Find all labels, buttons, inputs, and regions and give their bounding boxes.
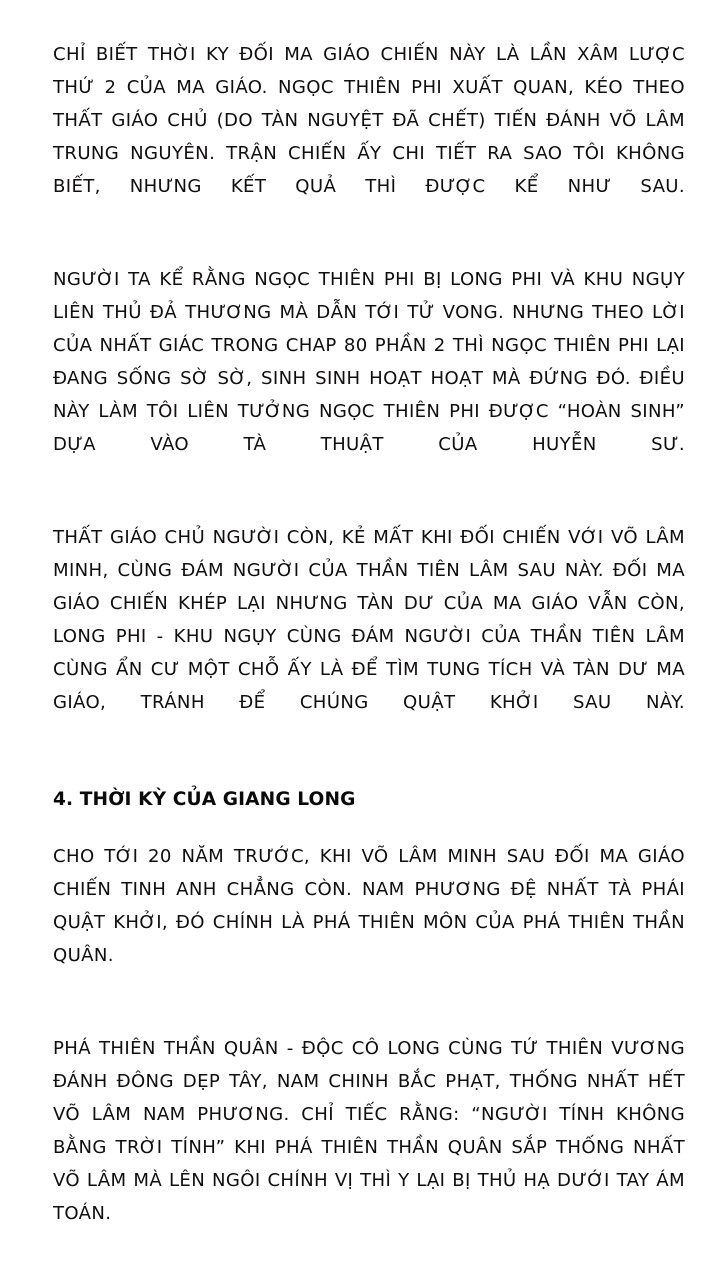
paragraph-1: CHỈ BIẾT THỜI KY ĐỐI MA GIÁO CHIẾN NÀY LÀ LẦN XÂM LƯỢC THỨ 2 CỦA MA GIÁO. NGỌC THIÊN PHI XUẤT QUAN, KÉO THEO THẤT GIÁO CHỦ (DO TÀN NGUYỆT ĐÃ CHẾT) TIẾN ĐÁNH VÕ LÂM TRUNG NGUYÊN. TRẬN CHIẾN ẤY CHI TIẾT RA SAO TÔI KHÔNG BIẾT, NHƯNG KẾT QUẢ THÌ ĐƯỢC KỂ NHƯ SAU. [53,44,685,197]
document-text-column [53,38,685,1263]
paragraph-5: PHÁ THIÊN THẦN QUÂN - ĐỘC CÔ LONG CÙNG TỨ THIÊN VƯƠNG ĐÁNH ĐÔNG DẸP TÂY, NAM CHINH BẮC PHẠT, THỐNG NHẤT HẾT VÕ LÂM NAM PHƯƠNG. CHỈ TIẾC RẰNG: “NGƯỜI TÍNH KHÔNG BẰNG TRỜI TÍNH” KHI PHÁ THIÊN THẦN QUÂN SẮP THỐNG NHẤT VÕ LÂM MÀ LÊN NGÔI CHÍNH VỊ THÌ Y LẠI BỊ THỦ HẠ DƯỚI TAY ÁM TOÁN. [53,1038,685,1224]
paragraph-3: THẤT GIÁO CHỦ NGƯỜI CÒN, KẺ MẤT KHI ĐỐI CHIẾN VỚI VÕ LÂM MINH, CÙNG ĐÁM NGƯỜI CỦA THẦN TIÊN LÂM SAU NÀY. ĐỐI MA GIÁO CHIẾN KHÉP LẠI NHƯNG TÀN DƯ CỦA MA GIÁO VẪN CÒN, LONG PHI - KHU NGỤY CÙNG ĐÁM NGƯỜI CỦA THẦN TIÊN LÂM CÙNG ẨN CƯ MỘT CHỖ ẤY LÀ ĐỂ TÌM TUNG TÍCH VÀ TÀN DƯ MA GIÁO, TRÁNH ĐỂ CHÚNG QUẬT KHỞI SAU NÀY. [53,527,685,713]
section-heading-4: 4. THỜI KỲ CỦA GIANG LONG [53,789,356,810]
paragraph-4: CHO TỚI 20 NĂM TRƯỚC, KHI VÕ LÂM MINH SAU ĐỐI MA GIÁO CHIẾN TINH ANH CHẲNG CÒN. NAM PHƯƠNG ĐỆ NHẤT TÀ PHÁI QUẬT KHỞI, ĐÓ CHÍNH LÀ PHÁ THIÊN MÔN CỦA PHÁ THIÊN THẦN QUÂN. [53,846,685,966]
paragraph-2: NGƯỜI TA KỂ RẰNG NGỌC THIÊN PHI BỊ LONG PHI VÀ KHU NGỤY LIÊN THỦ ĐẢ THƯƠNG MÀ DẪN TỚI TỬ VONG. NHƯNG THEO LỜI CỦA NHẤT GIÁC TRONG CHAP 80 PHẦN 2 THÌ NGỌC THIÊN PHI LẠI ĐANG SỐNG SỜ SỜ, SINH SINH HOẠT HOẠT MÀ ĐỨNG ĐÓ. ĐIỀU NÀY LÀM TÔI LIÊN TƯỞNG NGỌC THIÊN PHI ĐƯỢC “HOÀN SINH” DỰA VÀO TÀ THUẬT CỦA HUYỄN SƯ. [53,269,685,455]
